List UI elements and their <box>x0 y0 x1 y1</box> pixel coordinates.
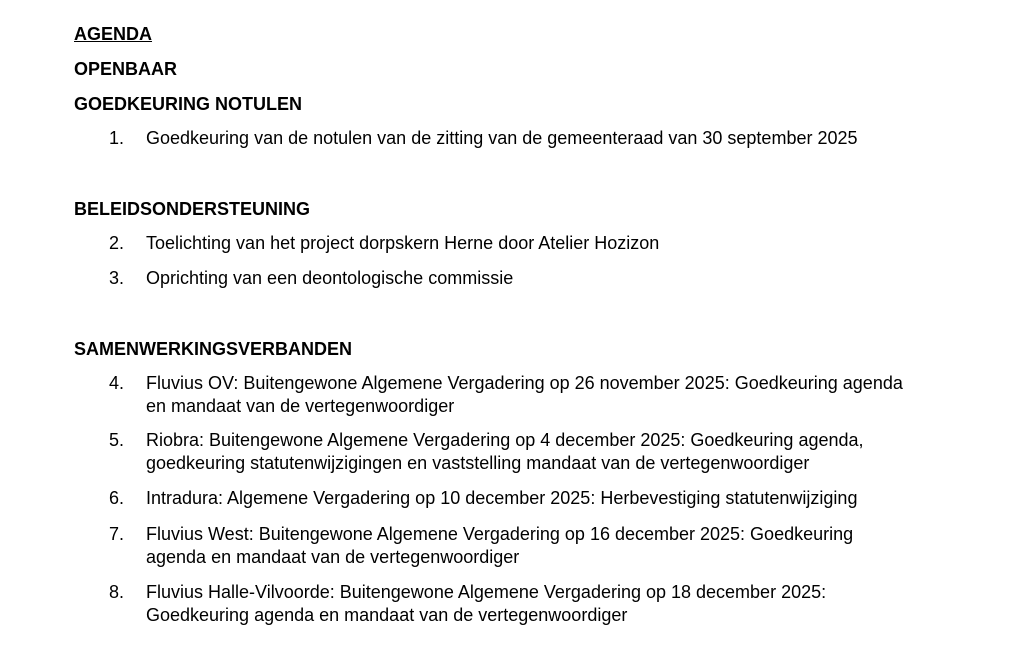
agenda-item-text: Toelichting van het project dorpskern Herne door Atelier Hozizon <box>146 233 660 253</box>
agenda-item-line: Riobra: Buitengewone Algemene Vergadering op 4 december 2025: Goedkeuring agenda, <box>146 430 864 450</box>
agenda-item-line: Intradura: Algemene Vergadering op 10 december 2025: Herbevestiging statutenwijziging <box>146 488 858 508</box>
agenda-item-text <box>146 429 1006 475</box>
agenda-item-text: Goedkeuring van de notulen van de zitting van de gemeenteraad van 30 september 2025 <box>146 128 858 148</box>
agenda-item-number: 5. <box>109 430 125 450</box>
agenda-item-line: Fluvius Halle-Vilvoorde: Buitengewone Algemene Vergadering op 18 december 2025: <box>146 582 827 602</box>
agenda-item-line: agenda en mandaat van de vertegenwoordiger <box>146 547 520 567</box>
agenda-item-line: Fluvius OV: Buitengewone Algemene Vergadering op 26 november 2025: Goedkeuring agenda <box>146 373 903 393</box>
section-heading-goedkeuring-notulen: GOEDKEURING NOTULEN <box>74 94 303 114</box>
agenda-item-text <box>146 523 1006 569</box>
section-heading-beleidsondersteuning: BELEIDSONDERSTEUNING <box>74 199 311 219</box>
agenda-item-line: Fluvius West: Buitengewone Algemene Vergadering op 16 december 2025: Goedkeuring <box>146 524 854 544</box>
agenda-item-text <box>146 372 1006 418</box>
agenda-item-line: en mandaat van de vertegenwoordiger <box>146 396 455 416</box>
agenda-item-number: 4. <box>109 373 125 393</box>
agenda-item-number: 2. <box>109 233 125 253</box>
agenda-item-number: 6. <box>109 488 125 508</box>
document-title: AGENDA <box>74 24 153 44</box>
agenda-item-number: 7. <box>109 524 125 544</box>
agenda-item-line: Goedkeuring agenda en mandaat van de vertegenwoordiger <box>146 605 628 625</box>
agenda-item-number: 1. <box>109 128 125 148</box>
agenda-item-text: Oprichting van een deontologische commissie <box>146 268 514 288</box>
agenda-item-text <box>146 581 1006 627</box>
agenda-item-number: 8. <box>109 582 125 602</box>
agenda-item-text <box>146 487 1006 510</box>
agenda-item-number: 3. <box>109 268 125 288</box>
agenda-item-line: goedkeuring statutenwijzigingen en vaststelling mandaat van de vertegenwoordiger <box>146 453 810 473</box>
document-subtitle: OPENBAAR <box>74 59 178 79</box>
section-heading-samenwerkingsverbanden: SAMENWERKINGSVERBANDEN <box>74 339 353 359</box>
